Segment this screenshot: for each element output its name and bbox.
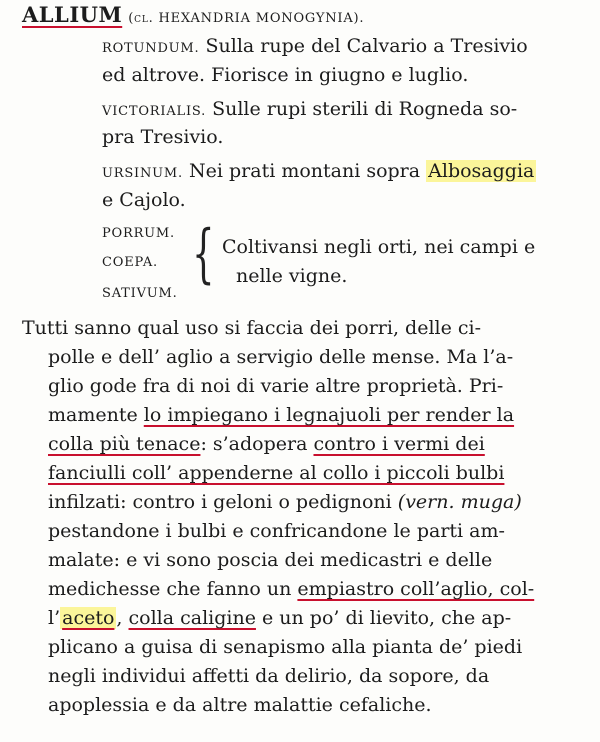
group-text-line2: nelle vigne. xyxy=(236,265,348,287)
para-text: l’ xyxy=(48,607,61,629)
para-line-9: malate: e vi sono poscia dei medicastri e delle xyxy=(48,549,493,571)
entry-text: Sulla rupe del Calvario a Tresivio xyxy=(199,35,528,57)
para-line-14: apoplessia e da altre malattie cefaliche. xyxy=(48,694,432,716)
species-porrum: PORRUM. xyxy=(102,226,175,241)
species-name: ROTUNDUM. xyxy=(102,41,200,56)
entry-victorialis-line1 xyxy=(102,96,517,125)
underlined-phrase: contro i vermi dei xyxy=(313,433,485,455)
species-sativum: SATIVUM. xyxy=(102,286,178,301)
para-text: mamente xyxy=(48,404,144,426)
vernacular-note: (vern. muga) xyxy=(397,491,522,513)
para-line-1: Tutti sanno qual uso si faccia dei porri, delle ci- xyxy=(22,317,482,339)
para-line-6 xyxy=(48,460,504,486)
entry-rotundum-line1 xyxy=(102,33,528,62)
classification: (cl. HEXANDRIA MONOGYNIA). xyxy=(128,11,365,26)
underlined-phrase: colla caligine xyxy=(128,607,256,629)
para-text: e un po’ di lievito, che ap- xyxy=(255,607,512,629)
para-line-2: polle e dell’ aglio a servigio delle mense. Ma l’a- xyxy=(48,346,514,368)
underlined-phrase: lo impiegano i legnajuoli per render la xyxy=(143,404,515,426)
para-line-11 xyxy=(48,605,511,631)
underlined-phrase: fanciulli coll’ appenderne al collo i piccoli bulbi xyxy=(48,462,505,484)
entry-text: Nei prati montani sopra xyxy=(182,160,427,182)
entry-ursinum-line2: e Cajolo. xyxy=(102,189,186,211)
genus-name: ALLIUM xyxy=(22,2,123,27)
para-line-3: glio gode fra di noi di varie altre proprietà. Pri- xyxy=(48,375,504,397)
species-name: VICTORIALIS. xyxy=(102,104,207,119)
para-text: medichesse che fanno un xyxy=(48,578,298,600)
highlighted-place: Albosaggia xyxy=(428,160,535,182)
para-text: , xyxy=(116,607,129,629)
para-line-7 xyxy=(48,489,522,515)
para-line-10 xyxy=(48,576,534,602)
entry-ursinum-line1 xyxy=(102,158,536,187)
species-name: URSINUM. xyxy=(102,166,183,181)
underlined-phrase: empiastro coll’aglio, col- xyxy=(297,578,535,600)
highlighted-underlined-word: aceto xyxy=(62,607,115,629)
underlined-phrase: colla più tenace xyxy=(48,433,201,455)
para-line-8: pestandone i bulbi e confricandone le parti am- xyxy=(48,520,505,542)
para-line-12: plicano a guisa di senapismo alla pianta de’ piedi xyxy=(48,636,523,658)
entry-victorialis-line2: pra Tresivio. xyxy=(102,126,224,148)
brace-icon: { xyxy=(192,217,215,291)
para-line-5 xyxy=(48,431,485,457)
group-text-line1: Coltivansi negli orti, nei campi e xyxy=(222,236,536,258)
entry-text: Sulle rupi sterili di Rogneda so- xyxy=(206,98,518,120)
para-text: infilzati: contro i geloni o pedignoni xyxy=(48,491,398,513)
para-text: : s’adopera xyxy=(200,433,314,455)
entry-rotundum-line2: ed altrove. Fiorisce in giugno e luglio. xyxy=(102,64,469,86)
species-coepa: COEPA. xyxy=(102,255,158,270)
para-line-4 xyxy=(48,402,514,428)
para-line-13: negli individui affetti da delirio, da sopore, da xyxy=(48,665,490,687)
genus-heading xyxy=(22,2,364,32)
